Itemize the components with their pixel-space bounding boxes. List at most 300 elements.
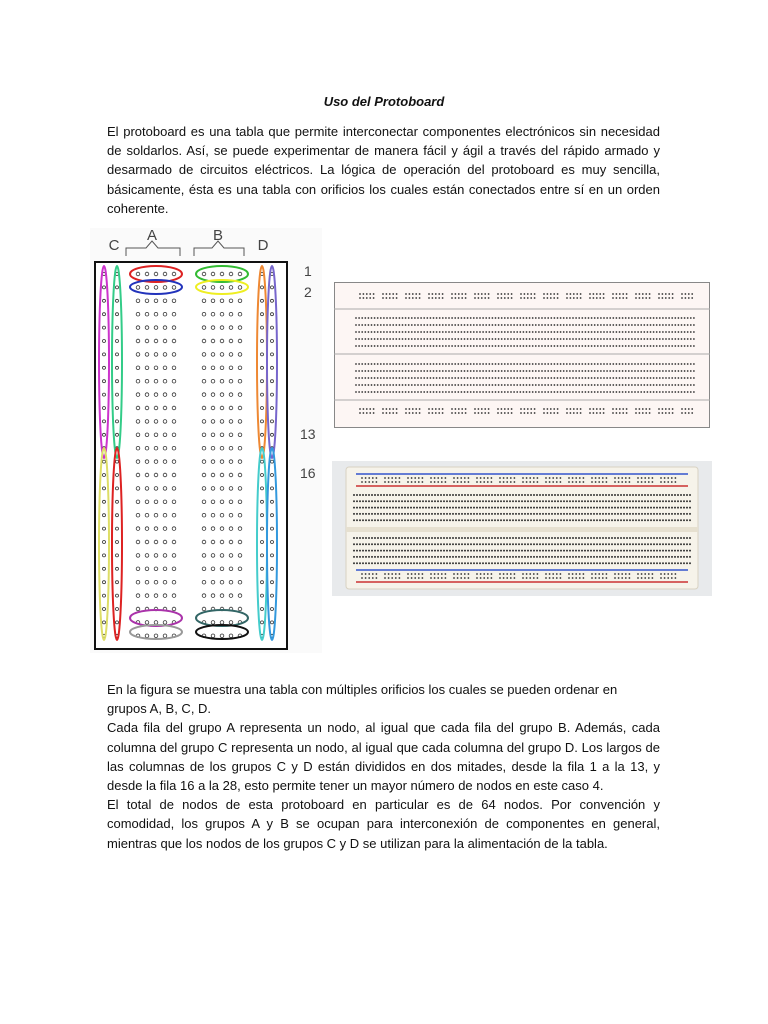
hole <box>650 519 652 521</box>
hole <box>445 481 447 483</box>
hole <box>439 317 441 319</box>
hole <box>597 363 599 365</box>
hole <box>451 408 453 410</box>
hole <box>591 391 593 393</box>
hole <box>566 370 568 372</box>
hole <box>425 537 427 539</box>
hole <box>389 363 391 365</box>
hole <box>572 370 574 372</box>
hole <box>593 293 595 295</box>
hole <box>650 500 652 502</box>
hole <box>519 331 521 333</box>
hole <box>498 345 500 347</box>
hole <box>408 317 410 319</box>
hole <box>693 391 695 393</box>
hole <box>671 519 673 521</box>
hole <box>566 543 568 545</box>
hole <box>479 494 481 496</box>
hole <box>503 500 505 502</box>
hole <box>491 577 493 579</box>
hole <box>512 543 514 545</box>
hole <box>671 494 673 496</box>
hole <box>405 412 407 414</box>
hole <box>664 477 666 479</box>
hole <box>448 363 450 365</box>
hole <box>554 324 556 326</box>
hole <box>550 345 552 347</box>
hole <box>488 317 490 319</box>
hole <box>645 408 647 410</box>
hole <box>681 297 683 299</box>
hole <box>482 370 484 372</box>
hole <box>431 543 433 545</box>
hole <box>380 543 382 545</box>
hole <box>384 577 386 579</box>
hole <box>538 384 540 386</box>
hole <box>686 537 688 539</box>
hole <box>575 494 577 496</box>
hole <box>681 345 683 347</box>
hole <box>488 363 490 365</box>
hole <box>689 537 691 539</box>
hole <box>482 384 484 386</box>
hole <box>458 408 460 410</box>
hole <box>596 293 598 295</box>
hole <box>423 345 425 347</box>
hole <box>545 543 547 545</box>
hole <box>479 513 481 515</box>
hole <box>572 550 574 552</box>
hole <box>498 331 500 333</box>
hole <box>433 370 435 372</box>
hole <box>488 556 490 558</box>
hole <box>632 500 634 502</box>
hole <box>616 412 618 414</box>
hole <box>668 338 670 340</box>
hole <box>606 377 608 379</box>
hole <box>428 293 430 295</box>
hole <box>665 562 667 564</box>
hole <box>434 550 436 552</box>
hole <box>656 338 658 340</box>
hole <box>422 507 424 509</box>
hole <box>690 317 692 319</box>
hole <box>476 391 478 393</box>
hole <box>413 494 415 496</box>
hole <box>599 507 601 509</box>
hole <box>457 317 459 319</box>
hole <box>498 317 500 319</box>
hole <box>674 507 676 509</box>
hole <box>665 338 667 340</box>
hole <box>578 317 580 319</box>
hole <box>530 537 532 539</box>
hole <box>557 513 559 515</box>
hole <box>465 293 467 295</box>
hole <box>575 543 577 545</box>
hole <box>578 550 580 552</box>
hole <box>570 408 572 410</box>
hole <box>436 317 438 319</box>
hole <box>566 377 568 379</box>
hole <box>689 556 691 558</box>
hole <box>457 391 459 393</box>
hole <box>557 338 559 340</box>
hole <box>602 543 604 545</box>
hole <box>434 481 436 483</box>
hole <box>374 543 376 545</box>
hole <box>467 384 469 386</box>
hole <box>389 562 391 564</box>
hole <box>568 481 570 483</box>
hole <box>411 384 413 386</box>
hole <box>611 550 613 552</box>
hole <box>488 519 490 521</box>
hole <box>569 562 571 564</box>
hole <box>476 562 478 564</box>
hole <box>523 384 525 386</box>
hole <box>557 500 559 502</box>
hole <box>638 562 640 564</box>
hole <box>542 550 544 552</box>
hole <box>545 507 547 509</box>
hole <box>662 494 664 496</box>
hole <box>374 556 376 558</box>
hole <box>416 500 418 502</box>
hole <box>377 500 379 502</box>
hole <box>599 537 601 539</box>
hole <box>640 363 642 365</box>
hole <box>407 519 409 521</box>
hole <box>605 562 607 564</box>
hole <box>557 331 559 333</box>
hole <box>618 573 620 575</box>
hole <box>659 317 661 319</box>
hole <box>515 543 517 545</box>
hole <box>451 324 453 326</box>
hole <box>549 481 551 483</box>
hole <box>614 500 616 502</box>
hole <box>408 377 410 379</box>
hole <box>547 384 549 386</box>
hole <box>662 324 664 326</box>
hole <box>455 550 457 552</box>
hole <box>524 556 526 558</box>
hole <box>470 363 472 365</box>
hole <box>572 573 574 575</box>
hole <box>566 363 568 365</box>
hole <box>653 543 655 545</box>
hole <box>665 412 667 414</box>
hole <box>513 391 515 393</box>
hole <box>363 412 365 414</box>
hole <box>389 550 391 552</box>
hole <box>644 519 646 521</box>
hole <box>635 550 637 552</box>
hole <box>681 338 683 340</box>
hole <box>435 293 437 295</box>
intro-paragraph: El protoboard es una tabla que permite interconectar componentes electrónicos sin necesidad de soldarlos. Así, se puede experimentar de manera fácil y ágil a través del rápido armado y desarmado de circuitos eléctricos. La lógica de operación del protoboard es muy sencilla, básicamente, ésta es una tabla con orificios los cuales están conectados entre sí en un orden coherente. <box>107 124 660 216</box>
hole <box>662 317 664 319</box>
hole <box>621 577 623 579</box>
hole <box>653 370 655 372</box>
hole <box>488 494 490 496</box>
hole <box>452 562 454 564</box>
hole <box>672 293 674 295</box>
hole <box>677 513 679 515</box>
hole <box>581 562 583 564</box>
hole <box>513 345 515 347</box>
hole <box>449 543 451 545</box>
hole <box>569 370 571 372</box>
hole <box>374 317 376 319</box>
hole <box>560 543 562 545</box>
hole <box>482 494 484 496</box>
hole <box>408 370 410 372</box>
hole <box>380 377 382 379</box>
hole <box>500 537 502 539</box>
hole <box>391 481 393 483</box>
hole <box>625 573 627 575</box>
hole <box>428 543 430 545</box>
hole <box>512 562 514 564</box>
hole <box>439 384 441 386</box>
hole <box>588 377 590 379</box>
hole <box>506 477 508 479</box>
hole <box>551 519 553 521</box>
hole <box>422 477 424 479</box>
hole <box>439 363 441 365</box>
hole <box>374 331 376 333</box>
hole <box>599 408 601 410</box>
hole <box>533 577 535 579</box>
hole <box>668 562 670 564</box>
hole <box>386 556 388 558</box>
hole <box>600 391 602 393</box>
hole <box>396 293 398 295</box>
hole <box>554 370 556 372</box>
hole <box>543 412 545 414</box>
hole <box>609 324 611 326</box>
hole <box>353 550 355 552</box>
hole <box>497 297 499 299</box>
hole <box>430 377 432 379</box>
hole <box>635 500 637 502</box>
hole <box>409 408 411 410</box>
hole <box>503 573 505 575</box>
hole <box>467 494 469 496</box>
hole <box>497 507 499 509</box>
hole <box>524 500 526 502</box>
hole <box>653 377 655 379</box>
hole <box>498 384 500 386</box>
hole <box>635 519 637 521</box>
hole <box>401 494 403 496</box>
hole <box>440 537 442 539</box>
hole <box>621 477 623 479</box>
hole <box>551 500 553 502</box>
hole <box>645 412 647 414</box>
hole <box>643 363 645 365</box>
hole <box>557 412 559 414</box>
hole <box>488 513 490 515</box>
group-label-a: A <box>146 228 158 244</box>
hole <box>382 412 384 414</box>
hole <box>618 481 620 483</box>
hole <box>409 297 411 299</box>
hole <box>423 363 425 365</box>
hole <box>479 550 481 552</box>
hole <box>644 513 646 515</box>
hole <box>626 556 628 558</box>
hole <box>625 331 627 333</box>
hole <box>684 331 686 333</box>
hole <box>617 550 619 552</box>
hole <box>371 345 373 347</box>
hole <box>623 556 625 558</box>
hole <box>547 338 549 340</box>
hole <box>513 338 515 340</box>
hole <box>361 391 363 393</box>
hole <box>368 370 370 372</box>
hole <box>647 324 649 326</box>
hole <box>485 317 487 319</box>
hole <box>488 331 490 333</box>
hole <box>644 507 646 509</box>
hole <box>591 345 593 347</box>
hole <box>358 331 360 333</box>
hole <box>568 577 570 579</box>
hole <box>451 331 453 333</box>
hole <box>527 507 529 509</box>
hole <box>575 317 577 319</box>
hole <box>485 500 487 502</box>
hole <box>361 477 363 479</box>
hole <box>685 412 687 414</box>
hole <box>656 513 658 515</box>
hole <box>443 519 445 521</box>
hole <box>362 550 364 552</box>
hole <box>691 408 693 410</box>
hole <box>423 324 425 326</box>
hole <box>487 573 489 575</box>
hole <box>451 345 453 347</box>
hole <box>631 363 633 365</box>
hole <box>644 577 646 579</box>
hole <box>361 331 363 333</box>
hole <box>554 513 556 515</box>
hole <box>470 377 472 379</box>
hole <box>579 573 581 575</box>
hole <box>557 317 559 319</box>
hole <box>446 500 448 502</box>
hole <box>440 556 442 558</box>
hole <box>665 500 667 502</box>
hole <box>470 317 472 319</box>
hole <box>605 543 607 545</box>
hole <box>364 377 366 379</box>
hole <box>632 537 634 539</box>
hole <box>356 550 358 552</box>
hole <box>386 377 388 379</box>
hole <box>614 577 616 579</box>
hole <box>665 345 667 347</box>
hole <box>434 543 436 545</box>
hole <box>547 324 549 326</box>
hole <box>548 562 550 564</box>
hole <box>690 391 692 393</box>
hole <box>503 481 505 483</box>
hole <box>413 556 415 558</box>
hole <box>674 391 676 393</box>
hole <box>392 543 394 545</box>
hole <box>395 500 397 502</box>
hole <box>401 519 403 521</box>
hole <box>566 556 568 558</box>
hole <box>617 556 619 558</box>
hole <box>433 345 435 347</box>
hole <box>573 412 575 414</box>
hole <box>664 481 666 483</box>
hole <box>569 550 571 552</box>
hole <box>560 550 562 552</box>
hole <box>467 513 469 515</box>
hole <box>488 537 490 539</box>
hole <box>380 556 382 558</box>
hole <box>368 556 370 558</box>
hole <box>554 391 556 393</box>
hole <box>454 370 456 372</box>
hole <box>419 550 421 552</box>
hole <box>595 573 597 575</box>
hole <box>665 550 667 552</box>
hole <box>686 500 688 502</box>
hole <box>617 507 619 509</box>
hole <box>587 519 589 521</box>
hole <box>524 537 526 539</box>
hole <box>605 550 607 552</box>
hole <box>434 562 436 564</box>
hole <box>557 562 559 564</box>
hole <box>513 370 515 372</box>
hole <box>482 391 484 393</box>
hole <box>380 384 382 386</box>
hole <box>551 537 553 539</box>
hole <box>464 513 466 515</box>
hole <box>660 577 662 579</box>
hole <box>371 391 373 393</box>
hole <box>497 556 499 558</box>
hole <box>495 377 497 379</box>
hole <box>413 507 415 509</box>
hole <box>584 556 586 558</box>
hole <box>410 556 412 558</box>
hole <box>353 519 355 521</box>
hole <box>417 317 419 319</box>
hole <box>569 519 571 521</box>
hole <box>448 384 450 386</box>
hole <box>602 500 604 502</box>
hole <box>570 412 572 414</box>
hole <box>443 513 445 515</box>
hole <box>649 408 651 410</box>
hole <box>690 377 692 379</box>
hole <box>674 338 676 340</box>
hole <box>619 412 621 414</box>
hole <box>386 412 388 414</box>
hole <box>578 384 580 386</box>
hole <box>637 317 639 319</box>
